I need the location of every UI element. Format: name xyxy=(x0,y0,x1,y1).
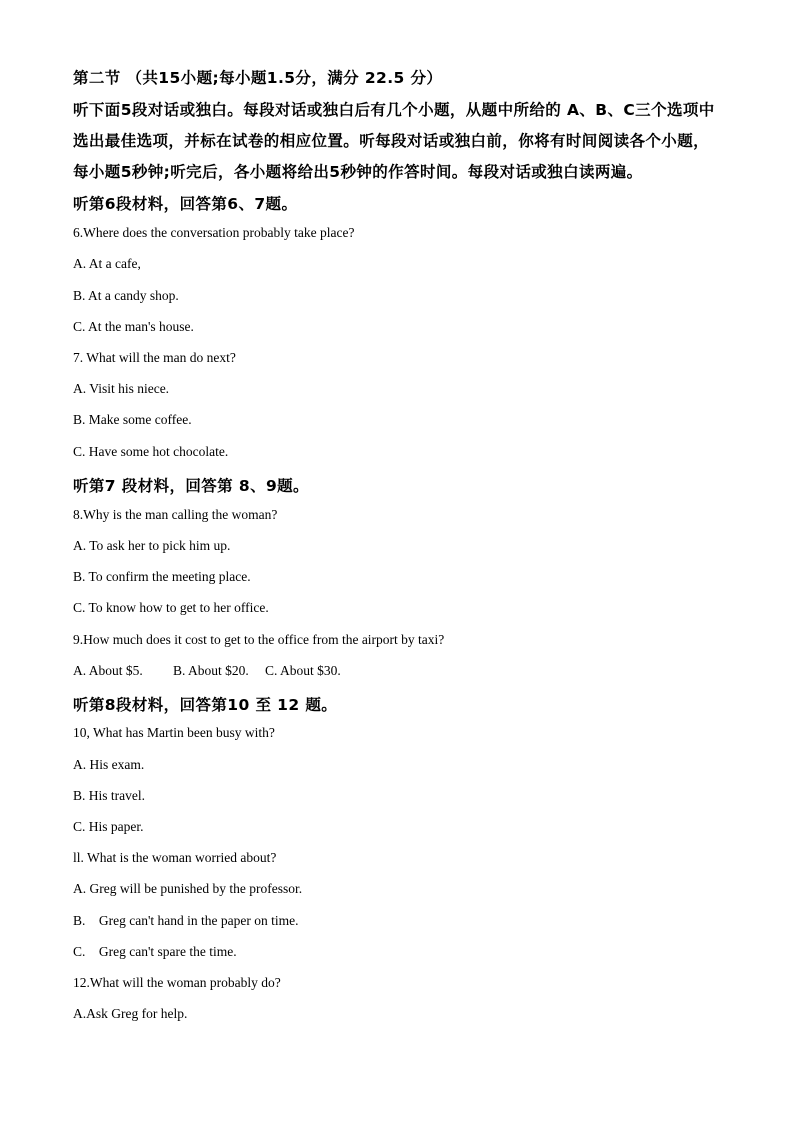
option-9b: B. About $20. xyxy=(173,663,249,678)
question-stem-7: 7. What will the man do next? xyxy=(73,350,236,365)
question-stem-12: 12.What will the woman probably do? xyxy=(73,975,281,990)
option-9a: A. About $5. xyxy=(73,663,143,678)
option-11c: C. Greg can't spare the time. xyxy=(73,944,237,959)
option-10c: C. His paper. xyxy=(73,819,144,834)
question-stem-11: ll. What is the woman worried about? xyxy=(73,850,277,865)
option-7b: B. Make some coffee. xyxy=(73,412,192,427)
instruction-line-2: 选出最佳选项，并标在试卷的相应位置。听每段对话或独白前，你将有时间阅读各个小题， xyxy=(73,132,710,150)
group-heading-7: 听第7 段材料，回答第 8、9题。 xyxy=(73,477,309,495)
option-12a: A.Ask Greg for help. xyxy=(73,1006,188,1021)
option-6c: C. At the man's house. xyxy=(73,319,194,334)
question-stem-6: 6.Where does the conversation probably take place? xyxy=(73,225,355,240)
option-8b: B. To confirm the meeting place. xyxy=(73,569,251,584)
option-6b: B. At a candy shop. xyxy=(73,288,179,303)
option-8a: A. To ask her to pick him up. xyxy=(73,538,231,553)
option-7a: A. Visit his niece. xyxy=(73,381,170,396)
option-7c: C. Have some hot chocolate. xyxy=(73,444,229,459)
instruction-line-1: 听下面5段对话或独白。每段对话或独白后有几个小题，从题中所给的 A、B、C三个选项中 xyxy=(73,101,715,119)
option-11a: A. Greg will be punished by the professor. xyxy=(73,881,303,896)
option-6a: A. At a cafe, xyxy=(73,256,141,271)
option-11b: B. Greg can't hand in the paper on time. xyxy=(73,913,299,928)
question-stem-10: 10, What has Martin been busy with? xyxy=(73,725,275,740)
option-9c: C. About $30. xyxy=(265,663,341,678)
question-stem-9: 9.How much does it cost to get to the office from the airport by taxi? xyxy=(73,632,445,647)
group-heading-6: 听第6段材料，回答第6、7题。 xyxy=(73,195,298,213)
section-title: 第二节 （共15小题;每小题1.5分，满分 22.5 分） xyxy=(73,69,443,87)
group-heading-8: 听第8段材料，回答第10 至 12 题。 xyxy=(73,696,338,714)
option-10b: B. His travel. xyxy=(73,788,145,803)
question-stem-8: 8.Why is the man calling the woman? xyxy=(73,507,278,522)
option-10a: A. His exam. xyxy=(73,757,145,772)
options-row-9 xyxy=(73,663,341,679)
option-8c: C. To know how to get to her office. xyxy=(73,600,269,615)
instruction-line-3: 每小题5秒钟;听完后，各小题将给出5秒钟的作答时间。每段对话或独白读两遍。 xyxy=(73,163,643,181)
